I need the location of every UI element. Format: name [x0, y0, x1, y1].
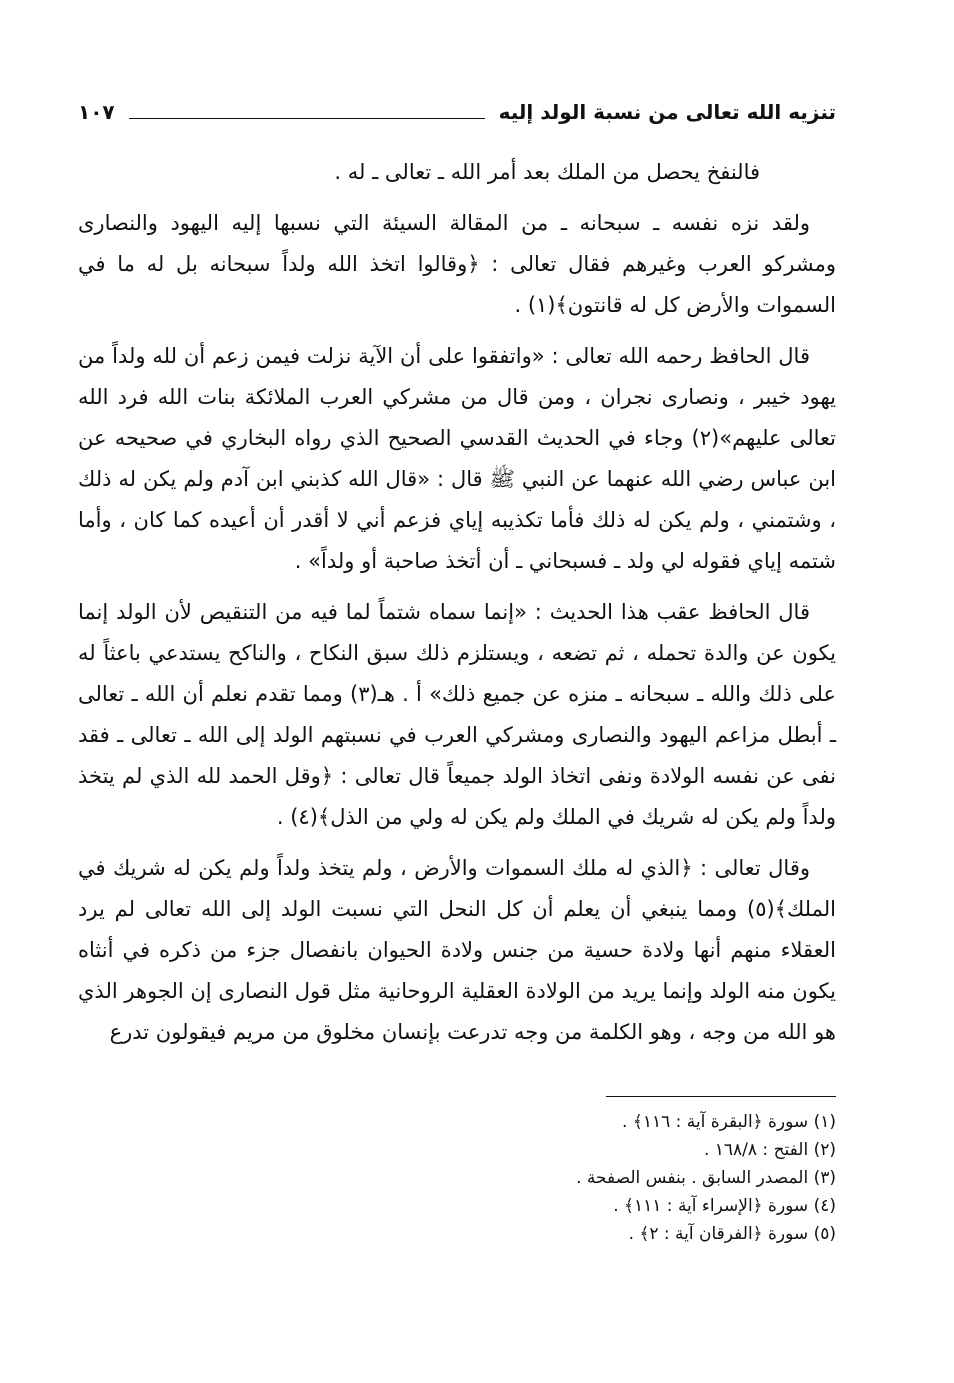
footnote-separator	[606, 1096, 836, 1097]
paragraph: وقال تعالى : ﴿الذي له ملك السموات والأرض ، ولم يتخذ ولداً ولم يكن له شريك في الملك﴾(٥) ومما ينبغي أن يعلم أن كل النحل التي نسبت الولد إلى الله تعالى لم يرد العقلاء منهم أنها ولادة حسية من جنس ولادة الحيوان بانفصال جزء من ذكره في أنثاه يكون منه الولد وإنما يريد من الولادة العقلية الروحانية مثل قول النصارى إن الجوهر الذي هو الله من وجه ، وهو الكلمة من وجه تدرعت بإنسان مخلوق من مريم فيقولون تدرع	[78, 856, 836, 1044]
paragraph: قال الحافظ عقب هذا الحديث : «إنما سماه شتماً لما فيه من التنقيص لأن الولد إنما يكون عن والدة تحمله ، ثم تضعه ، ويستلزم ذلك سبق النكاح ، والناكح يستدعي باعثاً له على ذلك والله ـ سبحانه ـ منزه عن جميع ذلك» أ . هـ(٣) ومما تقدم نعلم أن الله ـ تعالى ـ أبطل مزاعم اليهود والنصارى ومشركي العرب في نسبتهم الولد إلى الله ـ تعالى ـ فقد نفى عن نفسه الولادة ونفى اتخاذ الولد جميعاً قال تعالى : ﴿وقل الحمد لله الذي لم يتخذ ولداً ولم يكن له شريك في الملك ولم يكن له ولي من الذل﴾(٤) .	[78, 600, 836, 829]
header-rule	[129, 118, 485, 119]
footnote: (٤) سورة ﴿الإسراء آية : ١١١﴾ .	[613, 1196, 836, 1216]
main-text	[78, 152, 836, 1063]
paragraph: ولقد نزه نفسه ـ سبحانه ـ من المقالة السيئة التي نسبها إليه اليهود والنصارى ومشركو العرب وغيرهم فقال تعالى : ﴿وقالوا اتخذ الله ولداً سبحانه بل له ما في السموات والأرض كل له قانتون﴾(١) .	[78, 211, 836, 317]
footnotes	[300, 1108, 836, 1248]
chapter-title: تنزيه الله تعالى من نسبة الولد إليه	[498, 100, 836, 124]
page-number: ١٠٧	[78, 100, 115, 124]
running-header	[78, 92, 836, 132]
footnote: (٣) المصدر السابق . بنفس الصفحة .	[576, 1168, 836, 1188]
paragraph: فالنفخ يحصل من الملك بعد أمر الله ـ تعالى ـ له .	[334, 160, 760, 184]
footnote: (٥) سورة ﴿الفرقان آية : ٢﴾ .	[628, 1224, 836, 1244]
footnote: (١) سورة ﴿البقرة آية : ١١٦﴾ .	[622, 1112, 836, 1132]
footnote: (٢) الفتح : ١٦٨/٨ .	[703, 1140, 836, 1160]
paragraph: قال الحافظ رحمه الله تعالى : «واتفقوا على أن الآية نزلت فيمن زعم أن لله ولداً من يهود خيبر ، ونصارى نجران ، ومن قال من مشركي العرب الملائكة بنات الله فرد الله تعالى عليهم»(٢) وجاء في الحديث القدسي الصحيح الذي رواه البخاري في صحيحه عن ابن عباس رضي الله عنهما عن النبي ﷺ قال : «قال الله كذبني ابن آدم ولم يكن له ذلك ، وشتمني ، ولم يكن له ذلك فأما تكذيبه إياي فزعم أني لا أقدر أن أعيده كما كان ، وأما شتمه إياي فقوله لي ولد ـ فسبحاني ـ أن أتخذ صاحبة أو ولداً» .	[78, 344, 837, 573]
